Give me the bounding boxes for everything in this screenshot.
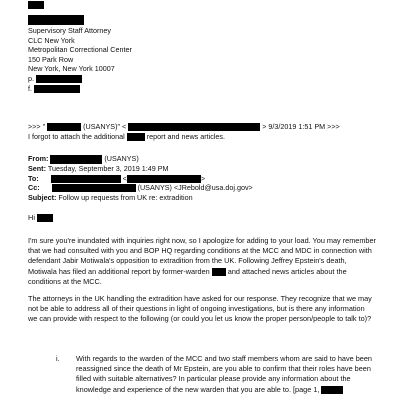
redaction-block: [51, 175, 121, 183]
sent-value: Tuesday, September 3, 2019 1:49 PM: [47, 163, 169, 173]
forward-note-start: I forgot to attach the additional: [28, 131, 125, 141]
forward-mid: (USANYS)" <: [83, 122, 127, 131]
item-number: i.: [56, 354, 60, 363]
redaction-block: [28, 1, 44, 9]
redaction-block: [37, 214, 53, 222]
sent-label: Sent:: [28, 163, 46, 173]
header-to: [28, 174, 388, 184]
phone-label: p.: [28, 73, 34, 83]
redaction-block: [50, 155, 102, 164]
header-subject: [28, 193, 388, 203]
body-paragraph-2: The attorneys in the UK handling the extradition have asked for our response. They recognize that we may not be able to address all of their questions in light of ongoing investigations, but is there any information we can provide with respect to the following (or could you let us know the proper person/people to talk to)?: [28, 294, 372, 324]
signature-title: Supervisory Staff Attorney: [28, 26, 111, 35]
redaction-block: [128, 123, 260, 131]
forward-note: [28, 132, 388, 142]
forward-suffix: > 9/3/2019 1:51 PM >>>: [262, 122, 340, 131]
forward-prefix: >>> ": [28, 122, 46, 131]
signature-fax: [28, 84, 132, 94]
item-text-body: With regards to the warden of the MCC and two staff members whom are said to have been reassigned since the death of Mr Epstein, are you able to confirm that their roles have been filled with suitable alternatives? In particular please provide any information about the knowledge and experience of the new warden that you are able to. [page 1,: [76, 354, 372, 394]
redaction-block: [47, 123, 81, 131]
from-label: From:: [28, 154, 49, 163]
signature-facility: Metropolitan Correctional Center: [28, 45, 132, 55]
angle-open: <: [122, 173, 127, 183]
forward-block: [28, 122, 388, 142]
forward-line: [28, 122, 388, 132]
signature-org: CLC New York: [28, 35, 75, 45]
forward-note-end: report and news articles.: [146, 131, 226, 141]
para1-text-a: I'm sure you're inundated with inquiries right now, so I apologize for adding to your load. You may remember that we had consulted with you and BOP HQ regarding conditions at the MCC and MDC in connection with defendant Jabir Motiwala's opposition to extradition from the UK. Following Jeffrey Epstein's death, Motiwala has filed an additional report by former-warden: [28, 236, 376, 276]
from-value: (USANYS): [104, 154, 139, 163]
signature-phone: [28, 74, 132, 84]
redaction-block: [34, 85, 80, 93]
header-cc: [28, 183, 388, 193]
body-paragraph-1: [28, 236, 376, 287]
signature-city: New York, New York 10007: [28, 64, 115, 74]
redaction-block: [321, 386, 343, 394]
item-text: [76, 354, 376, 395]
signature-street: 150 Park Row: [28, 54, 74, 64]
subject-label: Subject:: [28, 193, 57, 203]
email-header: [28, 154, 388, 203]
subject-value: Follow up requests from UK re: extradition: [58, 193, 193, 203]
redaction-block: [212, 268, 226, 276]
redaction-block: [28, 15, 84, 25]
cc-label: Cc:: [28, 183, 40, 193]
redaction-block: [52, 184, 136, 192]
redaction-block: [127, 175, 201, 183]
angle-close: >: [200, 173, 206, 183]
fax-label: f.: [28, 83, 32, 93]
para1-text-b: and attached news articles about the conditions at the MCC.: [28, 266, 347, 286]
header-from: [28, 154, 388, 164]
to-label: To:: [28, 173, 39, 183]
redaction-block: [127, 133, 145, 141]
header-sent: [28, 164, 388, 174]
greeting-text: Hi: [28, 213, 35, 222]
redaction-block: [36, 75, 82, 83]
greeting: [28, 213, 53, 223]
email-signature: [28, 26, 132, 93]
cc-value: (USANYS) <JRebold@usa.doj.gov>: [137, 183, 253, 193]
